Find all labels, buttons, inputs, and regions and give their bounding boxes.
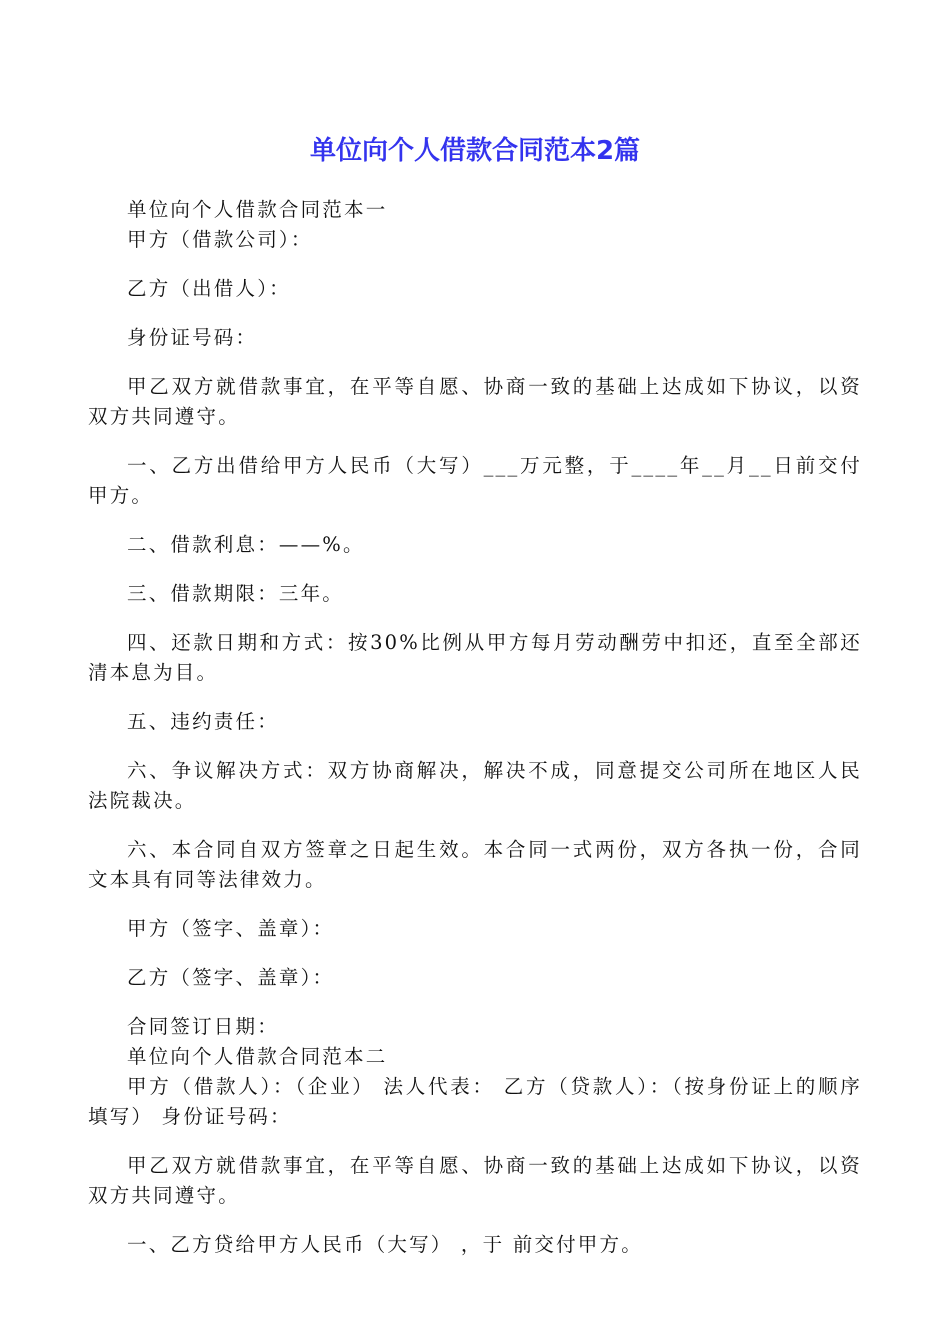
paragraph-sign-party-a: 甲方（签字、盖章）： — [127, 917, 335, 940]
document-title: 单位向个人借款合同范本2篇 — [309, 136, 641, 166]
paragraph-clause-3: 三、借款期限：三年。 — [127, 582, 345, 605]
paragraph-clause-5: 五、违约责任： — [127, 710, 279, 733]
paragraph-clause-2: 二、借款利息：——%。 — [127, 533, 365, 556]
paragraph-sign-party-b: 乙方（签字、盖章）： — [127, 966, 335, 989]
paragraph-party-b: 乙方（出借人）： — [127, 277, 291, 300]
paragraph-clause-1: 一、乙方出借给甲方人民币（大写）___万元整，于____年__月__日前交付甲方。 — [88, 454, 862, 507]
paragraph-clause-6b: 六、本合同自双方签章之日起生效。本合同一式两份，双方各执一份，合同文本具有同等法律效力。 — [88, 838, 862, 891]
paragraph-sign-date: 合同签订日期： — [127, 1015, 279, 1038]
document-body — [88, 195, 862, 1260]
paragraph-clause-6: 六、争议解决方式：双方协商解决，解决不成，同意提交公司所在地区人民法院裁决。 — [88, 759, 862, 812]
paragraph-party-a: 甲方（借款公司）： — [127, 228, 313, 251]
paragraph-contract-one-heading: 单位向个人借款合同范本一 — [127, 198, 388, 221]
paragraph-clause-1-two: 一、乙方贷给甲方人民币（大写） ，于 前交付甲方。 — [127, 1233, 643, 1256]
paragraph-agreement-intro: 甲乙双方就借款事宜，在平等自愿、协商一致的基础上达成如下协议，以资双方共同遵守。 — [88, 375, 862, 428]
paragraph-contract-two-heading: 单位向个人借款合同范本二 — [127, 1045, 388, 1068]
paragraph-clause-4: 四、还款日期和方式：按30%比例从甲方每月劳动酬劳中扣还，直至全部还清本息为目。 — [88, 631, 862, 684]
paragraph-agreement-intro-two: 甲乙双方就借款事宜，在平等自愿、协商一致的基础上达成如下协议，以资双方共同遵守。 — [88, 1154, 862, 1207]
paragraph-parties-two: 甲方（借款人）：（企业） 法人代表： 乙方（贷款人）：（按身份证上的顺序填写） 身份证号码： — [88, 1075, 862, 1128]
paragraph-id-number: 身份证号码： — [127, 326, 258, 349]
